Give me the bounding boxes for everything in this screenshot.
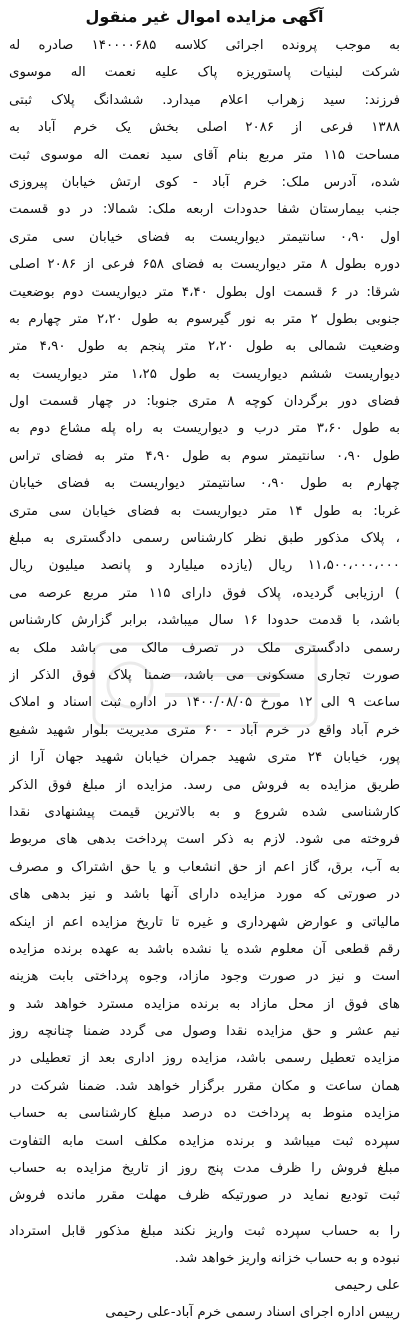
notice-line: در صورتی که مورد مزایده دارای آنها باشد و نیز بدهی های — [9, 887, 400, 903]
notice-line: طول ۰،۹۰ سانتیمتر سوم به طول ۴،۹۰ متر به فضای تراس — [9, 448, 400, 464]
notice-line: نیم عشر و حق مزایده نقدا وصول می گردد ضمنا چنانچه روز — [9, 1024, 400, 1040]
notice-line: فضای دور برگردان کوچه ۸ متری جنوبا: در چهار قسمت اول — [9, 394, 400, 410]
notice-line: رقم قطعی آن معلوم شده یا نشده باشد به عهده برنده مزایده — [9, 941, 400, 957]
signer-name: علی رحیمی — [334, 1277, 400, 1293]
notice-line: مالیاتی و عوارض شهرداری و غیره تا تاریخ مزایده اعم از اینکه — [9, 914, 400, 930]
notice-line: به موجب پرونده اجرائی کلاسه ۱۴۰۰۰۰۶۸۵ صادره له — [9, 38, 400, 53]
notice-line: شرقا: در ۶ قسمت اول بطول ۴،۴۰ متر دیواریست دوم بوضعیت — [9, 284, 400, 300]
notice-line: سپرده ثبت میباشد و برنده مزایده مکلف است مابه التفاوت — [9, 1133, 400, 1149]
notice-line: صورت تجاری مسکونی می باشد، ضمنا پلاک فوق الذکر از — [9, 667, 400, 683]
notice-line: کارشناسی شده شروع و به بالاترین قیمت پیشنهادی نقدا — [9, 804, 400, 820]
notice-line: رسمی دادگستری ملک در تصرف مالک می باشد ملک به — [9, 640, 400, 656]
notice-line: جنوبی بطول ۲ متر به نور گیرسوم به طول ۲،۲۰ متر چهارم به — [9, 311, 400, 327]
notice-line: ساعت ۹ الی ۱۲ مورخ ۱۴۰۰/۰۸/۰۵ در اداره ثبت اسناد و املاک — [9, 695, 400, 711]
notice-title: آگهی مزایده اموال غیر منقول — [85, 7, 324, 26]
notice-line: ثبت تودیع نماید در صورتیکه ظرف مهلت مقرر مانده فروش — [9, 1188, 400, 1204]
notice-line: به آب، برق، گاز اعم از حق انشعاب و یا حق اشتراک و مصرف — [9, 859, 400, 875]
notice-line: مساحت ۱۱۵ متر مربع بنام آقای سید نعمت اله موسوی ثبت — [9, 147, 400, 163]
notice-line: ) ارزیابی گردیده، پلاک فوق دارای ۱۱۵ متر مربع عرصه می — [9, 585, 400, 601]
notice-line: خرم آباد واقع در خرم آباد - ۶۰ متری مدیریت بلوار شهید شفیع — [9, 722, 400, 738]
notice-line: اول ۰،۹۰ سانتیمتر دیواریست به فضای خیابان سی متری — [9, 229, 400, 245]
notice-line: فروخته می شود. لازم به ذکر است پرداخت بدهی های مربوط — [9, 832, 400, 848]
notice-closing — [9, 1218, 400, 1326]
notice-line: دوره بطول ۸ متر دیواریست به فضای ۶۵۸ فرعی از ۲۰۸۶ اصلی — [9, 257, 400, 273]
notice-body — [9, 32, 400, 1210]
notice-line: جنب بیمارستان شفا حدودات اربعه ملک: شمالا: در دو قسمت — [9, 202, 400, 218]
notice-line: غربا: به طول ۱۴ متر دیواریست به فضای خیابان سی متری — [9, 503, 400, 519]
notice-line: باشد، با قدمت حدودا ۱۶ سال میباشد، برابر گزارش کارشناس — [9, 613, 400, 629]
notice-closing-line: نبوده و به حساب خزانه واریز خواهد شد. — [174, 1250, 400, 1266]
notice-line: است و نیز در صورت وجود مازاد، وجوه پرداختی بابت هزینه — [9, 969, 400, 985]
notice-line: ، پلاک مذکور طبق نظر کارشناس رسمی دادگستری به مبلغ — [9, 531, 400, 547]
notice-line: طریق مزایده به فروش می رسد. مزایده از مبلغ فوق الذکر — [9, 777, 400, 793]
notice-line: چهارم به طول ۰،۹۰ سانتیمتر دیواریست به فضای خیابان — [9, 476, 400, 492]
signer-title: رییس اداره اجرای اسناد رسمی خرم آباد-علی رحیمی — [105, 1304, 400, 1320]
notice-line: شده، آدرس ملک: خرم آباد - کوی ارتش خیابان پیروزی — [9, 174, 400, 190]
notice-line: ۱۳۸۸ فرعی از ۲۰۸۶ اصلی بخش یک خرم آباد به — [9, 120, 400, 136]
notice-line: ۱۱،۵۰۰،۰۰۰،۰۰۰ ریال (یازده میلیارد و پانصد میلیون ریال — [9, 558, 400, 574]
notice-line: همان ساعت و مکان مقرر برگزار خواهد شد. ضمنا شرکت در — [9, 1078, 400, 1094]
notice-line: های فوق از محل مازاد به برنده مزایده مسترد خواهد شد و — [9, 996, 400, 1012]
notice-line: شرکت لبنیات پاستوریزه پاک علیه نعمت اله موسوی — [9, 65, 400, 81]
notice-line: مبلغ فروش را ظرف مدت پنج روز از تاریخ مزایده به حساب — [9, 1161, 400, 1177]
notice-closing-line: را به حساب سپرده ثبت واریز نکند مبلغ مذکور قابل استرداد — [9, 1223, 400, 1239]
notice-line: به طول ۳،۶۰ متر درب و دیواریست به راه پله مشاع دوم به — [9, 421, 400, 437]
notice-line: مزایده منوط به پرداخت ده درصد مبلغ کارشناسی به حساب — [9, 1106, 400, 1122]
notice-line: وضعیت شمالی به طول ۲،۲۰ متر پنجم به طول ۴،۹۰ متر — [9, 339, 400, 355]
notice-line: مزایده تعطیل رسمی باشد، مزایده روز اداری بعد از تعطیلی در — [9, 1051, 400, 1067]
notice-line: پور، خیابان ۲۴ متری شهید جمران خیابان شهید جهان آرا از — [9, 750, 400, 766]
notice-line: دیواریست ششم دیواریست به طول ۱،۲۵ متر دیواریست به — [9, 366, 400, 382]
notice-line: فرزند: سید زهراب اعلام میدارد. ششدانگ پلاک ثبتی — [9, 92, 400, 108]
